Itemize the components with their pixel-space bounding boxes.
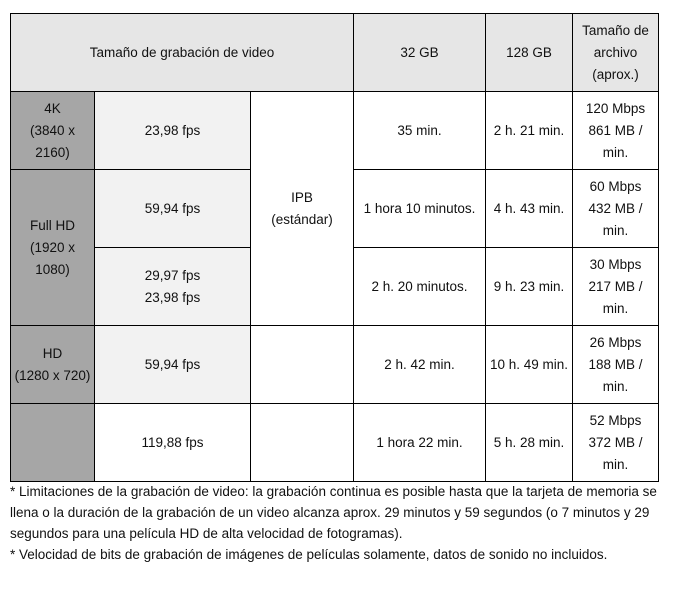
time-128gb: 9 h. 23 min.: [486, 248, 573, 326]
time-128gb: 4 h. 43 min.: [486, 170, 573, 248]
resolution-line: (1920 x: [29, 239, 76, 255]
resolution-line: HD: [42, 345, 63, 361]
table-row: [11, 92, 659, 170]
compression-line: (estándar): [271, 211, 333, 227]
file-size: [573, 326, 659, 404]
frame-rate: [95, 326, 251, 404]
resolution-line: Full HD: [29, 217, 75, 233]
file-size-line: 861 MB /: [588, 122, 643, 138]
file-size-line: 217 MB /: [588, 278, 643, 294]
file-size-line: 52 Mbps: [589, 412, 642, 428]
resolution-empty: [11, 404, 95, 482]
frame-rate-line: 119,88 fps: [141, 434, 204, 450]
header-file-size: [573, 14, 659, 92]
table-row: [11, 404, 659, 482]
resolution-hd: [11, 326, 95, 404]
footnotes: [10, 481, 672, 565]
file-size-line: 120 Mbps: [585, 100, 646, 116]
time-32gb: 35 min.: [354, 92, 486, 170]
file-size-line: min.: [602, 144, 629, 160]
resolution-full-hd: [11, 170, 95, 326]
footnote-recording-limits: * Limitaciones de la grabación de video: la grabación continua es posible hasta que la tarjeta de memoria se llena o la duración de la grabación de un video alcanza aprox. 29 minutos y 59 segundos (o 7 minutos y 29 segundos para una película HD de alta velocidad de fotogramas).: [10, 484, 657, 541]
file-size: [573, 92, 659, 170]
time-128gb: 10 h. 49 min.: [486, 326, 573, 404]
file-size-line: 372 MB /: [588, 434, 643, 450]
compression-ipb: [251, 92, 354, 326]
file-size: [573, 248, 659, 326]
frame-rate-line: 23,98 fps: [144, 122, 201, 138]
compression-line: IPB: [291, 189, 313, 205]
file-size: [573, 170, 659, 248]
time-32gb: 1 hora 22 min.: [354, 404, 486, 482]
file-size-line: 30 Mbps: [589, 256, 642, 272]
header-recording-size: Tamaño de grabación de video: [11, 14, 354, 92]
compression-empty: [251, 404, 354, 482]
frame-rate: [95, 404, 251, 482]
file-size-line: 432 MB /: [588, 200, 643, 216]
resolution-line: 2160): [35, 144, 70, 160]
header-32gb: 32 GB: [354, 14, 486, 92]
frame-rate-line: 59,94 fps: [144, 200, 201, 216]
frame-rate: [95, 170, 251, 248]
compression-empty: [251, 326, 354, 404]
file-size-line: 60 Mbps: [589, 178, 642, 194]
table-header-row: [11, 14, 659, 92]
time-32gb: 2 h. 20 minutos.: [354, 248, 486, 326]
recording-spec-table: [10, 13, 659, 482]
file-size-line: min.: [602, 222, 629, 238]
file-size-line: min.: [602, 456, 629, 472]
time-128gb: 2 h. 21 min.: [486, 92, 573, 170]
file-size-line: min.: [602, 300, 629, 316]
frame-rate: [95, 248, 251, 326]
file-size: [573, 404, 659, 482]
file-size-line: min.: [602, 378, 629, 394]
time-128gb: 5 h. 28 min.: [486, 404, 573, 482]
resolution-line: (1280 x 720): [14, 367, 91, 383]
file-size-line: 188 MB /: [588, 356, 643, 372]
header-file-size-line: archivo: [593, 44, 638, 60]
header-128gb: 128 GB: [486, 14, 573, 92]
table-row: [11, 326, 659, 404]
resolution-4k: [11, 92, 95, 170]
frame-rate-line: 23,98 fps: [144, 289, 201, 305]
time-32gb: 2 h. 42 min.: [354, 326, 486, 404]
resolution-line: 1080): [35, 261, 70, 277]
header-file-size-line: Tamaño de: [582, 22, 649, 38]
footnote-bitrate: * Velocidad de bits de grabación de imágenes de películas solamente, datos de sonido no incluidos.: [10, 547, 608, 562]
resolution-line: (3840 x: [29, 122, 76, 138]
time-32gb: 1 hora 10 minutos.: [354, 170, 486, 248]
resolution-line: 4K: [44, 100, 61, 116]
frame-rate-line: 29,97 fps: [144, 267, 201, 283]
frame-rate: [95, 92, 251, 170]
frame-rate-line: 59,94 fps: [144, 356, 201, 372]
header-file-size-line: (aprox.): [592, 66, 639, 82]
file-size-line: 26 Mbps: [589, 334, 642, 350]
